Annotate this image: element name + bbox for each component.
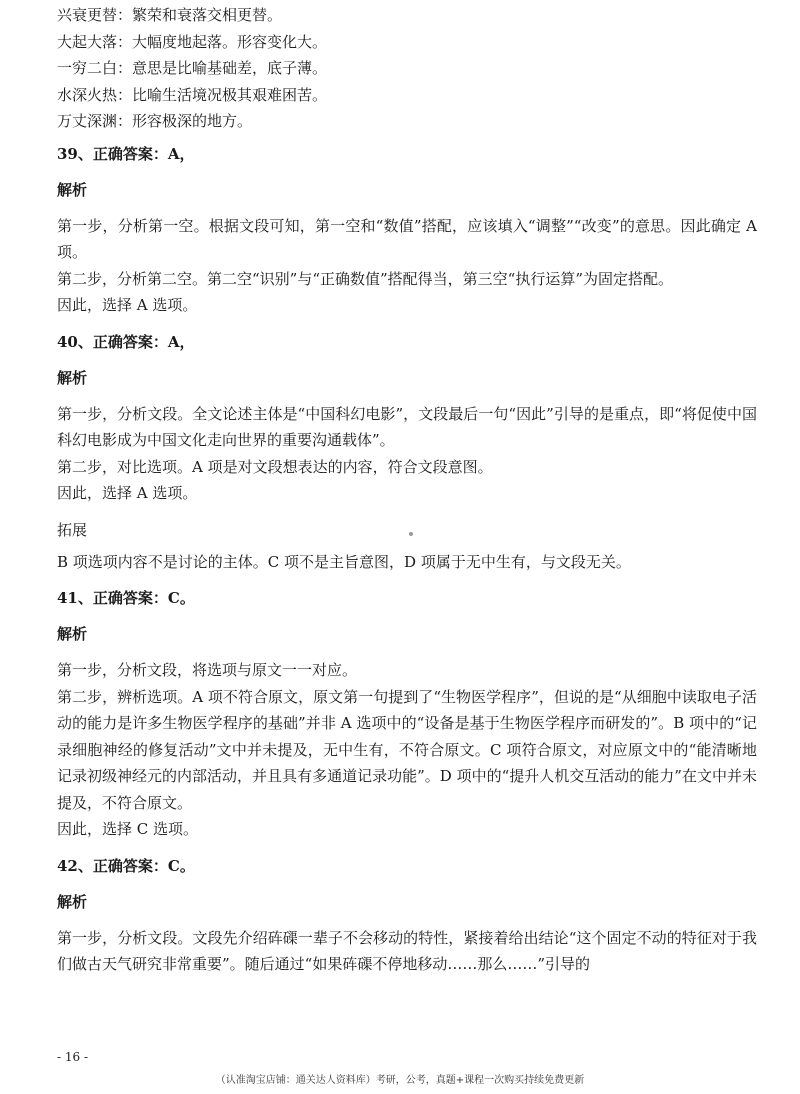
idiom-entry: 兴衰更替：繁荣和衰落交相更替。 bbox=[57, 6, 283, 24]
idiom-entry: 大起大落：大幅度地起落。形容变化大。 bbox=[57, 32, 328, 51]
analysis-heading: 解析 bbox=[57, 180, 88, 199]
extension-paragraph: B 项选项内容不是讨论的主体。C 项不是主旨意图，D 项属于无中生有，与文段无关。 bbox=[57, 552, 631, 571]
analysis-heading: 解析 bbox=[57, 892, 88, 911]
analysis-conclusion: 因此，选择 A 选项。 bbox=[57, 484, 198, 502]
analysis-paragraph: 第一步，分析第一空。根据文段可知，第一空和“数值”搭配，应该填入“调整”“改变”的意思。因此确定 A 项。 bbox=[57, 216, 757, 261]
idiom-entry: 万丈深渊：形容极深的地方。 bbox=[57, 112, 253, 130]
question-39 bbox=[57, 141, 757, 319]
analysis-conclusion: 因此，选择 C 选项。 bbox=[57, 820, 199, 838]
scan-speck bbox=[409, 532, 413, 536]
question-title: 42、正确答案：C。 bbox=[57, 856, 195, 875]
analysis-conclusion: 因此，选择 A 选项。 bbox=[57, 296, 198, 314]
idiom-list bbox=[57, 2, 757, 135]
analysis-paragraph: 第一步，分析文段，将选项与原文一一对应。 bbox=[57, 661, 358, 679]
analysis-paragraph: 第一步，分析文段。文段先介绍砗磲一辈子不会移动的特性，紧接着给出结论“这个固定不动的特征对于我们做古天气研究非常重要”。随后通过“如果砗磲不停地移动……那么……”引导的 bbox=[57, 928, 757, 973]
idiom-definition: 繁荣和衰落交相更替。 bbox=[132, 6, 283, 24]
question-42 bbox=[57, 853, 757, 978]
page-number: - 16 - bbox=[57, 1050, 89, 1064]
idiom-definition: 大幅度地起落。形容变化大。 bbox=[132, 32, 328, 51]
analysis-paragraph: 第二步，辨析选项。A 项不符合原文，原文第一句提到了“生物医学程序”，但说的是“从细胞中读取电子活动的能力是许多生物医学程序的基础”并非 A 选项中的“设备是基于生物医学程序而研发的”。B 项中的“记录细胞神经的修复活动”文中并未提及，无中生有，不符合原文。C 项符合原文，对应原文中的“能清晰地记录初级神经元的内部活动，并且具有多通道记录功能”。D 项中的“提升人机交互活动的能力”在文中并未提及，不符合原文。 bbox=[57, 687, 757, 812]
idiom-term: 大起大落 bbox=[57, 32, 118, 51]
analysis-paragraph: 第二步，分析第二空。第二空“识别”与“正确数值”搭配得当，第三空“执行运算”为固定搭配。 bbox=[57, 269, 674, 288]
question-40 bbox=[57, 329, 757, 576]
footer-note: （认准淘宝店铺：通关达人资料库）考研，公考，真题+课程一次购买持续免费更新 bbox=[215, 1075, 585, 1086]
idiom-definition: 比喻生活境况极其艰难困苦。 bbox=[132, 85, 328, 104]
idiom-term: 水深火热 bbox=[57, 85, 118, 104]
idiom-term: 兴衰更替 bbox=[57, 6, 118, 24]
idiom-definition: 意思是比喻基础差，底子薄。 bbox=[132, 59, 328, 77]
question-title: 39、正确答案：A， bbox=[57, 144, 195, 163]
idiom-definition: 形容极深的地方。 bbox=[132, 112, 253, 130]
idiom-entry: 一穷二白：意思是比喻基础差，底子薄。 bbox=[57, 59, 328, 77]
extension-heading: 拓展 bbox=[57, 520, 88, 539]
page-content bbox=[57, 2, 757, 978]
analysis-heading: 解析 bbox=[57, 368, 88, 387]
analysis-heading: 解析 bbox=[57, 625, 88, 643]
question-title: 40、正确答案：A， bbox=[57, 332, 195, 351]
question-41 bbox=[57, 585, 757, 843]
idiom-entry: 水深火热：比喻生活境况极其艰难困苦。 bbox=[57, 85, 328, 104]
analysis-paragraph: 第二步，对比选项。A 项是对文段想表达的内容，符合文段意图。 bbox=[57, 457, 493, 476]
question-title: 41、正确答案：C。 bbox=[57, 589, 195, 607]
idiom-term: 万丈深渊 bbox=[57, 112, 118, 130]
analysis-paragraph: 第一步，分析文段。全文论述主体是“中国科幻电影”，文段最后一句“因此”引导的是重点，即“将促使中国科幻电影成为中国文化走向世界的重要沟通载体”。 bbox=[57, 404, 757, 449]
idiom-term: 一穷二白 bbox=[57, 59, 118, 77]
